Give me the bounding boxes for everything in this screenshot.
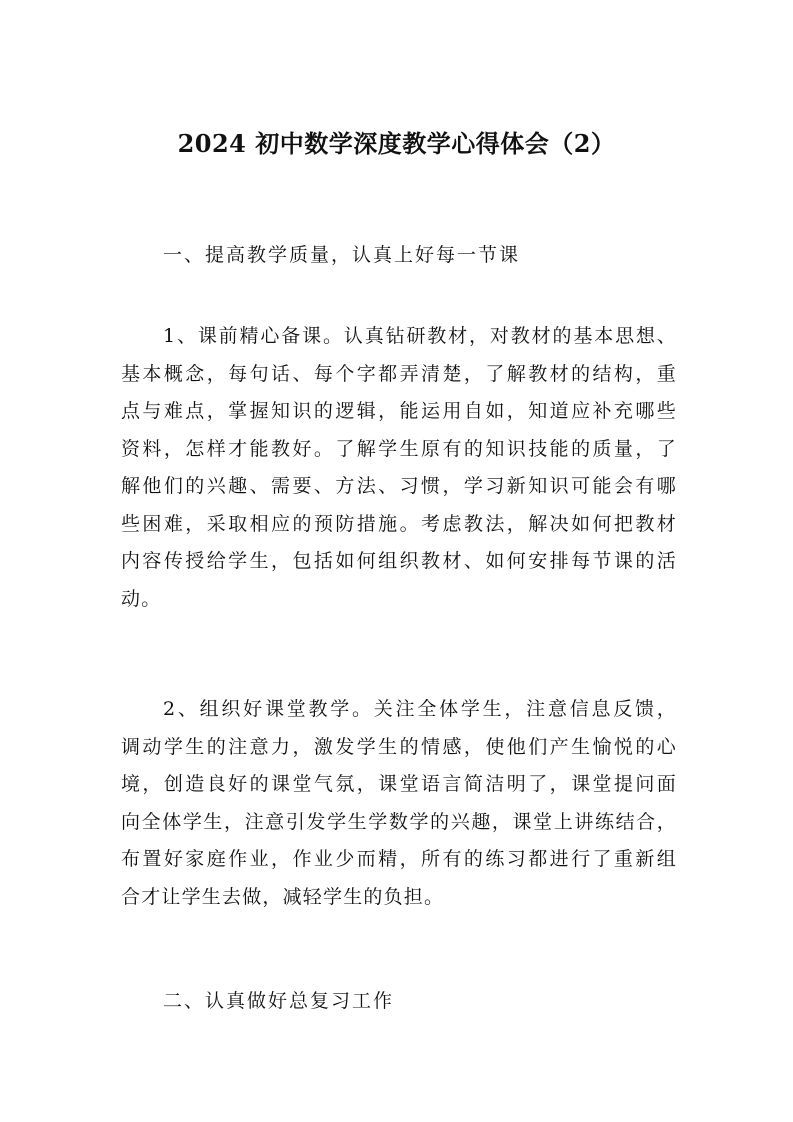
paragraph-1-line: 内容传授给学生，包括如何组织教材、如何安排每节课的活 — [121, 550, 677, 572]
section-heading-1: 一、提高教学质量，认真上好每一节课 — [163, 244, 521, 266]
paragraph-2-line: 境，创造良好的课堂气氛，课堂语言简洁明了，课堂提问面 — [121, 773, 677, 795]
paragraph-2-line: 合才让学生去做，减轻学生的负担。 — [121, 885, 445, 908]
paragraph-2 — [121, 691, 677, 916]
paragraph-1-line: 资料，怎样才能教好。了解学生原有的知识技能的质量，了 — [121, 437, 677, 460]
paragraph-1-line: 1、课前精心备课。认真钻研教材，对教材的基本思想、 — [163, 325, 677, 347]
paragraph-1-line: 基本概念，每句话、每个字都弄清楚，了解教材的结构，重 — [121, 362, 677, 385]
paragraph-1-line: 些困难，采取相应的预防措施。考虑教法，解决如何把教材 — [121, 512, 677, 535]
paragraph-1-line: 解他们的兴趣、需要、方法、习惯，学习新知识可能会有哪 — [121, 475, 677, 497]
document-title: 2024 初中数学深度教学心得体会（2） — [177, 129, 616, 158]
paragraph-2-line: 2、组织好课堂教学。关注全体学生，注意信息反馈， — [163, 698, 677, 720]
paragraph-2-line: 调动学生的注意力，激发学生的情感，使他们产生愉悦的心 — [121, 735, 677, 758]
section-heading-2: 二、认真做好总复习工作 — [163, 990, 395, 1012]
paragraph-1 — [121, 318, 677, 618]
paragraph-2-line: 布置好家庭作业，作业少而精，所有的练习都进行了重新组 — [121, 848, 677, 870]
paragraph-2-line: 向全体学生，注意引发学生学数学的兴趣，课堂上讲练结合， — [121, 810, 677, 833]
paragraph-1-line: 动。 — [121, 587, 162, 610]
paragraph-1-line: 点与难点，掌握知识的逻辑，能运用自如，知道应补充哪些 — [121, 400, 677, 422]
